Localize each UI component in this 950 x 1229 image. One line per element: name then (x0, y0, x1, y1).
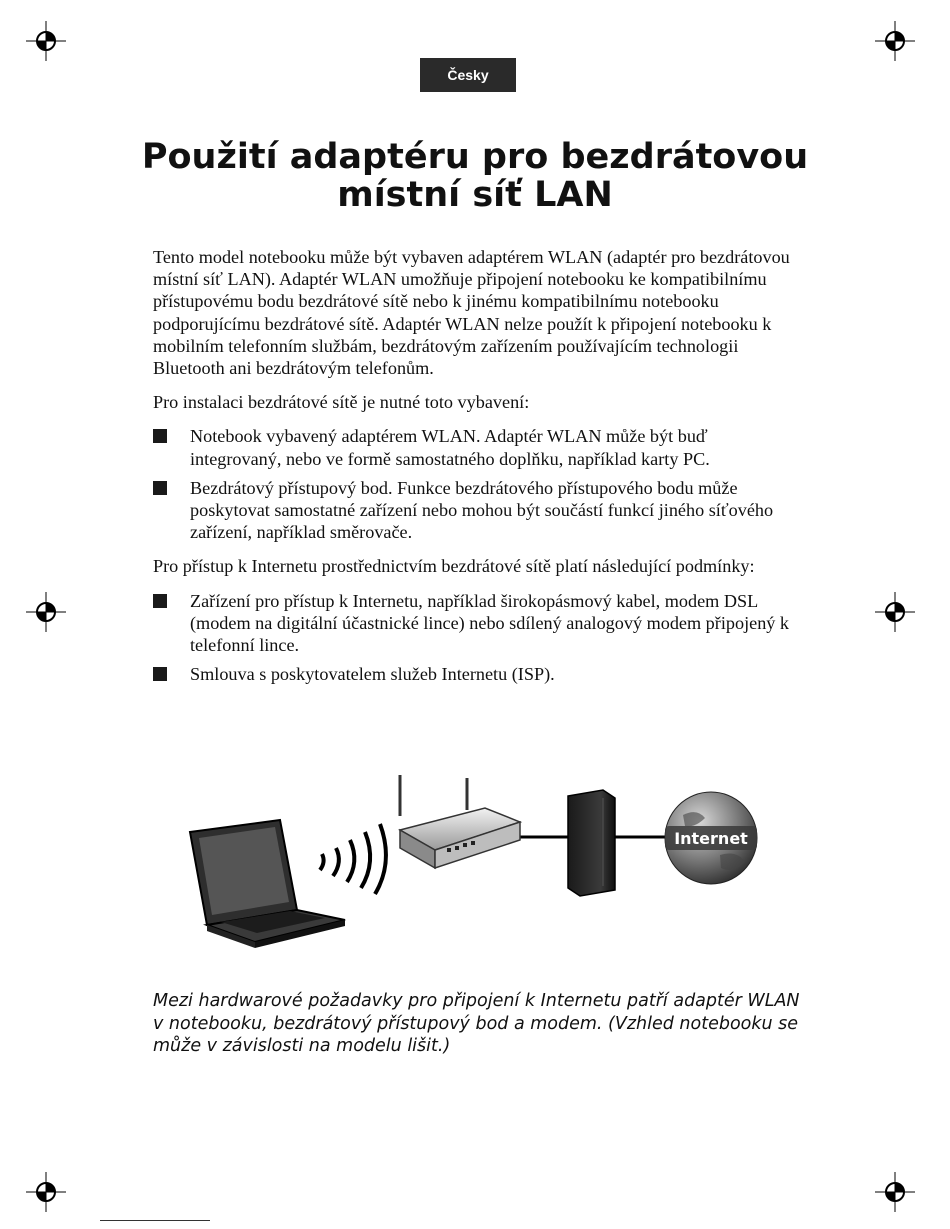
modem-icon (568, 790, 615, 896)
bullet-square-icon (153, 594, 167, 608)
internet-heading: Pro přístup k Internetu prostřednictvím bezdrátové sítě platí následující podmínky: (153, 556, 755, 577)
page-title-line-2: místní síť LAN (337, 175, 613, 215)
internet-globe-icon (665, 792, 757, 884)
list-item (153, 477, 798, 544)
wireless-signal-icon (320, 824, 386, 894)
footer-rule (100, 1220, 210, 1221)
list-item-text: Notebook vybavený adaptérem WLAN. Adaptér WLAN může být buď integrovaný, nebo ve formě samostatného doplňku, například karty PC. (190, 426, 710, 469)
install-heading: Pro instalaci bezdrátové sítě je nutné toto vybavení: (153, 392, 530, 413)
page-title-line-1: Použití adaptéru pro bezdrátovou (141, 137, 809, 177)
bullet-square-icon (153, 429, 167, 443)
crosshair-icon (875, 592, 915, 632)
list-item-text: Bezdrátový přístupový bod. Funkce bezdrátového přístupového bodu může poskytovat samostatné zařízení nebo mohou být součástí funkcí jiného síťového zařízení, například směrovače. (190, 477, 774, 543)
list-item-text: Zařízení pro přístup k Internetu, například širokopásmový kabel, modem DSL (modem na digitální účastnické lince) nebo sdílený analogový modem připojený k telefonní lince. (190, 590, 790, 656)
list-item (153, 425, 798, 469)
internet-list (153, 590, 798, 686)
list-item-text: Smlouva s poskytovatelem služeb Internetu (ISP). (190, 664, 555, 685)
globe-label: Internet (674, 829, 748, 848)
bullet-square-icon (153, 481, 167, 495)
install-list (153, 425, 798, 543)
registration-mark-top-left (26, 21, 66, 61)
registration-mark-mid-left (26, 592, 66, 632)
registration-mark-mid-right (875, 592, 915, 632)
crosshair-icon (26, 1172, 66, 1212)
laptop-icon (190, 820, 345, 948)
registration-mark-bottom-left (26, 1172, 66, 1212)
crosshair-icon (26, 21, 66, 61)
bullet-square-icon (153, 667, 167, 681)
intro-paragraph: Tento model notebooku může být vybaven adaptérem WLAN (adaptér pro bezdrátovou místní síť LAN). Adaptér WLAN umožňuje připojení notebooku ke kompatibilnímu přístupovému bodu bezdrátové sítě nebo k jinému kompatibilnímu notebooku podporujícímu bezdrátové sítě. Adaptér WLAN nelze použít k připojení notebooku k mobilním telefonním službám, bezdrátovým zařízením používajícím technologii Bluetooth ani bezdrátovým telefonům. (153, 247, 790, 379)
body-content (153, 246, 798, 697)
figure-caption: Mezi hardwarové požadavky pro připojení k Internetu patří adaptér WLAN v notebooku, bezdrátový přístupový bod a modem. (Vzhled notebooku se může v závislosti na modelu lišit.) (153, 991, 800, 1056)
crosshair-icon (875, 21, 915, 61)
registration-mark-top-right (875, 21, 915, 61)
router-icon (400, 775, 520, 868)
page-title (100, 138, 850, 214)
crosshair-icon (26, 592, 66, 632)
crosshair-icon (875, 1172, 915, 1212)
list-item (153, 590, 798, 657)
network-illustration (185, 770, 765, 955)
language-tab: Česky (420, 58, 516, 92)
registration-mark-bottom-right (875, 1172, 915, 1212)
list-item (153, 663, 798, 685)
